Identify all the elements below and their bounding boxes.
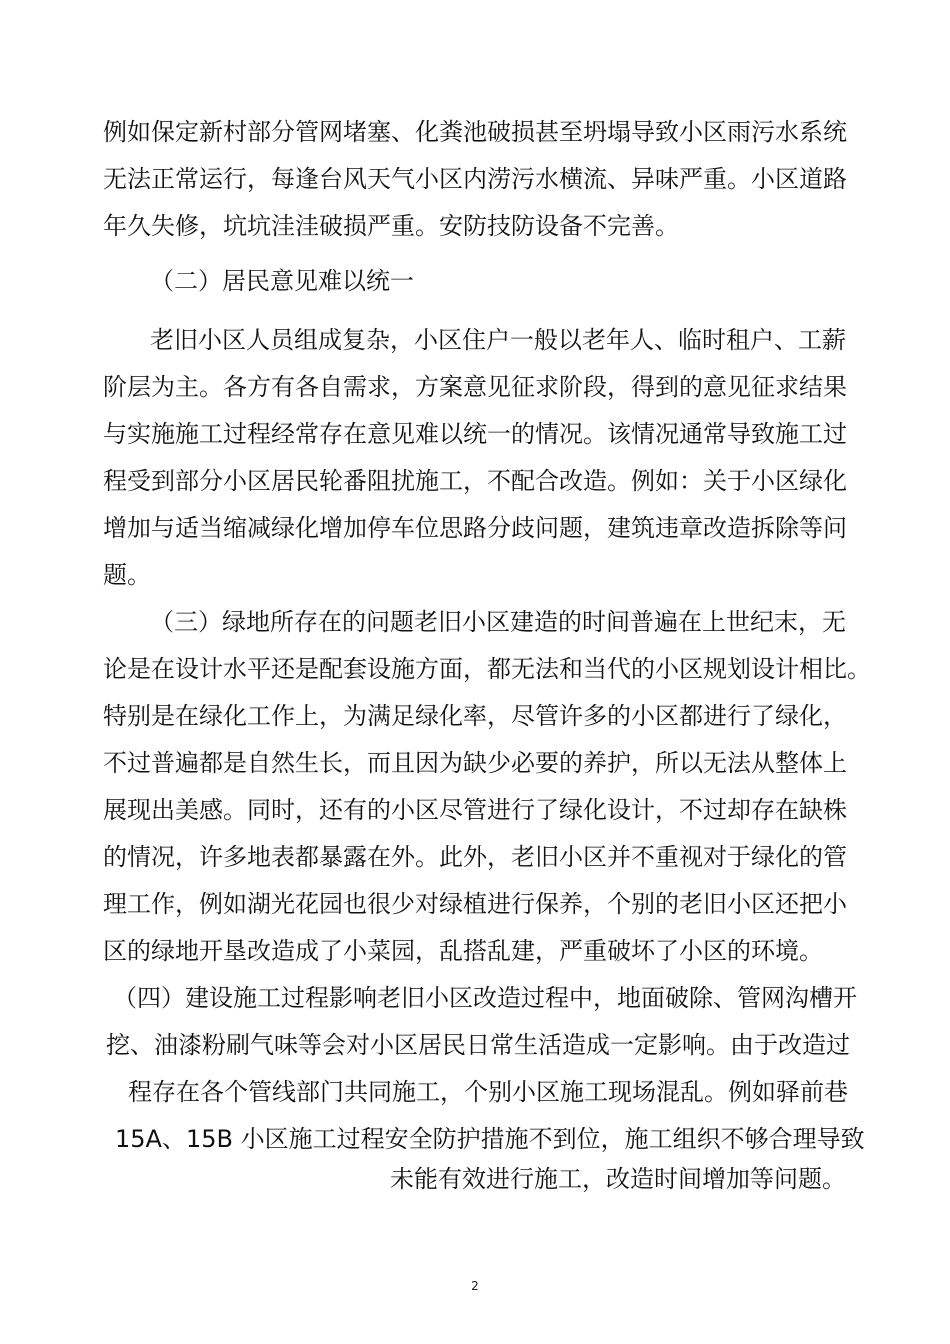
paragraph-line: 无法正常运行，每逢台风天气小区内涝污水横流、异味严重。小区道路 [103, 165, 847, 193]
paragraph-line: 15A、15B 小区施工过程安全防护措施不到位，施工组织不够合理导致 [115, 1125, 865, 1153]
paragraph-line: 未能有效进行施工，改造时间增加等问题。 [390, 1165, 846, 1193]
section-heading: （二）居民意见难以统一 [150, 267, 414, 295]
paragraph-line: 例如保定新村部分管网堵塞、化粪池破损甚至坍塌导致小区雨污水系统 [103, 118, 847, 146]
paragraph-line: 程受到部分小区居民轮番阻扰施工，不配合改造。例如：关于小区绿化 [103, 467, 847, 495]
paragraph-line: （三）绿地所存在的问题老旧小区建造的时间普遍在上世纪末，无 [150, 608, 846, 636]
paragraph-line: 展现出美感。同时，还有的小区尽管进行了绿化设计，不过却存在缺株 [103, 796, 847, 824]
paragraph-line: 程存在各个管线部门共同施工，个别小区施工现场混乱。例如驿前巷 [128, 1078, 848, 1106]
paragraph-line: 的情况，许多地表都暴露在外。此外，老旧小区并不重视对于绿化的管 [103, 843, 847, 871]
paragraph-line: 题。 [103, 561, 151, 589]
paragraph-line: 论是在设计水平还是配套设施方面，都无法和当代的小区规划设计相比。 [103, 655, 871, 683]
paragraph-line: 年久失修，坑坑洼洼破损严重。安防技防设备不完善。 [103, 212, 679, 240]
page-number: 2 [471, 1279, 479, 1293]
paragraph-line: 不过普遍都是自然生长，而且因为缺少必要的养护，所以无法从整体上 [103, 749, 847, 777]
paragraph-line: 阶层为主。各方有各自需求，方案意见征求阶段，得到的意见征求结果 [103, 373, 847, 401]
paragraph-line: 挖、油漆粉刷气味等会对小区居民日常生活造成一定影响。由于改造过 [106, 1031, 850, 1059]
paragraph-line: 区的绿地开垦改造成了小菜园，乱搭乱建，严重破坏了小区的环境。 [103, 937, 823, 965]
paragraph-line: （四）建设施工过程影响老旧小区改造过程中，地面破除、管网沟槽开 [113, 984, 857, 1012]
paragraph-line: 老旧小区人员组成复杂，小区住户一般以老年人、临时租户、工薪 [150, 326, 846, 354]
paragraph-line: 特别是在绿化工作上，为满足绿化率，尽管许多的小区都进行了绿化， [103, 702, 847, 730]
paragraph-line: 与实施施工过程经常存在意见难以统一的情况。该情况通常导致施工过 [103, 420, 847, 448]
paragraph-line: 增加与适当缩减绿化增加停车位思路分歧问题，建筑违章改造拆除等问 [103, 514, 847, 542]
paragraph-line: 理工作，例如湖光花园也很少对绿植进行保养，个别的老旧小区还把小 [103, 890, 847, 918]
